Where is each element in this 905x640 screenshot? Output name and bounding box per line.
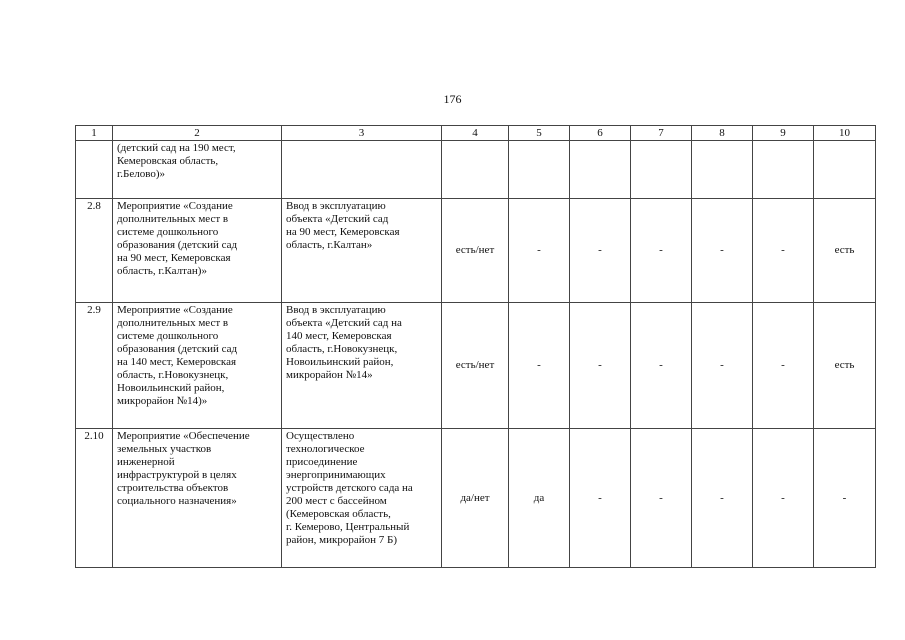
value-cell: есть	[814, 303, 876, 429]
value-cell: -	[570, 429, 631, 568]
value-cell: -	[509, 303, 570, 429]
item-number	[76, 141, 113, 199]
value-cell: -	[753, 303, 814, 429]
unit-cell: да/нет	[442, 429, 509, 568]
event-description: (детский сад на 190 мест, Кемеровская область, г.Белово)»	[113, 141, 282, 199]
column-header: 7	[631, 126, 692, 141]
value-cell: -	[631, 303, 692, 429]
value-cell	[692, 141, 753, 199]
column-header: 8	[692, 126, 753, 141]
item-number: 2.10	[76, 429, 113, 568]
value-cell: -	[753, 199, 814, 303]
item-number: 2.9	[76, 303, 113, 429]
table-row	[76, 303, 876, 429]
value-cell: есть	[814, 199, 876, 303]
event-description: Мероприятие «Создание дополнительных мест в системе дошкольного образования (детский сад на 140 мест, Кемеровская область, г.Новокузнецк, Новоильинский район, микрорайон №14)»	[113, 303, 282, 429]
column-header: 2	[113, 126, 282, 141]
column-header: 4	[442, 126, 509, 141]
column-header: 1	[76, 126, 113, 141]
page-number: 176	[443, 92, 462, 106]
value-cell	[631, 141, 692, 199]
value-cell: -	[692, 303, 753, 429]
indicator-description	[282, 141, 442, 199]
indicator-description: Ввод в эксплуатацию объекта «Детский сад на 90 мест, Кемеровская область, г.Калтан»	[282, 199, 442, 303]
column-header: 10	[814, 126, 876, 141]
event-description: Мероприятие «Создание дополнительных мест в системе дошкольного образования (детский сад на 90 мест, Кемеровская область, г.Калтан)»	[113, 199, 282, 303]
indicators-table	[75, 125, 876, 568]
item-number: 2.8	[76, 199, 113, 303]
value-cell: -	[753, 429, 814, 568]
indicator-description: Осуществлено технологическое присоединение энергопринимающих устройств детского сада на 200 мест с бассейном (Кемеровская область, г. Кемерово, Центральный район, микрорайон 7 Б)	[282, 429, 442, 568]
table-row	[76, 199, 876, 303]
column-number-row	[76, 126, 876, 141]
value-cell: -	[570, 303, 631, 429]
unit-cell: есть/нет	[442, 303, 509, 429]
value-cell	[509, 141, 570, 199]
value-cell: -	[814, 429, 876, 568]
table-row	[76, 429, 876, 568]
event-description: Мероприятие «Обеспечение земельных участков инженерной инфраструктурой в целях строительства объектов социального назначения»	[113, 429, 282, 568]
value-cell: -	[631, 199, 692, 303]
value-cell: да	[509, 429, 570, 568]
table-row	[76, 141, 876, 199]
value-cell: -	[509, 199, 570, 303]
value-cell: -	[631, 429, 692, 568]
unit-cell: есть/нет	[442, 199, 509, 303]
column-header: 6	[570, 126, 631, 141]
value-cell	[753, 141, 814, 199]
value-cell: -	[692, 429, 753, 568]
value-cell: -	[570, 199, 631, 303]
column-header: 3	[282, 126, 442, 141]
column-header: 9	[753, 126, 814, 141]
value-cell	[570, 141, 631, 199]
value-cell: -	[692, 199, 753, 303]
value-cell	[814, 141, 876, 199]
unit-cell	[442, 141, 509, 199]
column-header: 5	[509, 126, 570, 141]
indicator-description: Ввод в эксплуатацию объекта «Детский сад на 140 мест, Кемеровская область, г.Новокузнецк, Новоильинский район, микрорайон №14»	[282, 303, 442, 429]
